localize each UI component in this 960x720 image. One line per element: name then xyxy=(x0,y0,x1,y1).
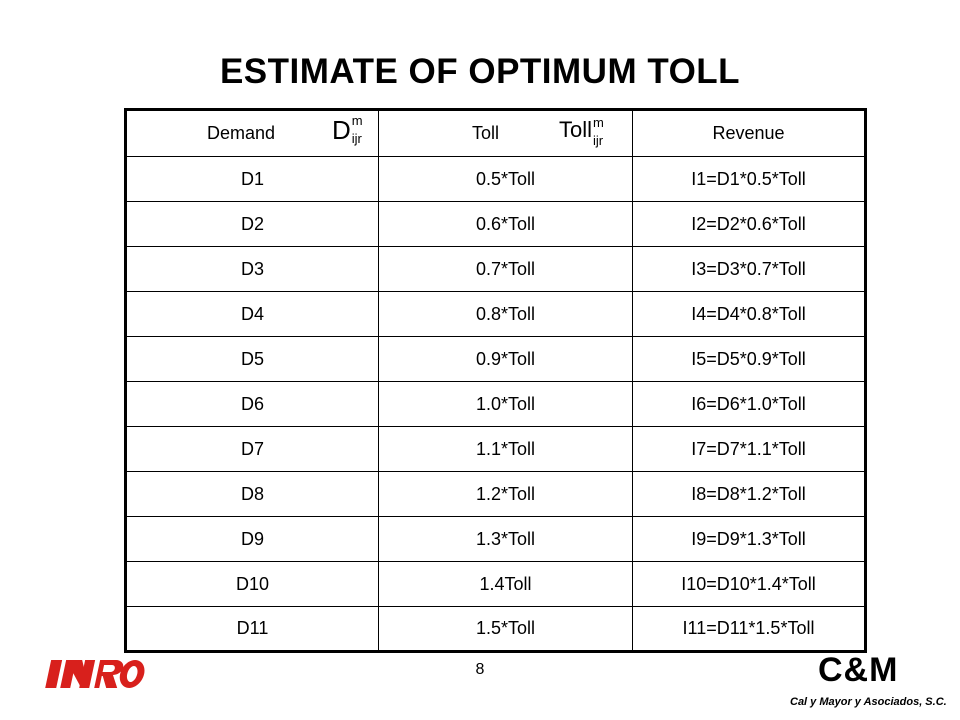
toll-cell: 0.5*Toll xyxy=(379,157,633,202)
revenue-cell: I1=D1*0.5*Toll xyxy=(633,157,866,202)
table-row xyxy=(126,337,866,382)
table-row xyxy=(126,157,866,202)
revenue-cell: I11=D11*1.5*Toll xyxy=(633,607,866,652)
toll-header-label: Toll xyxy=(472,123,500,143)
toll-symbol-sup: m xyxy=(593,115,604,130)
toll-estimate-table xyxy=(124,108,867,653)
demand-cell: D8 xyxy=(126,472,379,517)
revenue-header-cell: Revenue xyxy=(633,110,866,157)
toll-cell: 1.5*Toll xyxy=(379,607,633,652)
revenue-cell: I8=D8*1.2*Toll xyxy=(633,472,866,517)
toll-cell: 1.1*Toll xyxy=(379,427,633,472)
toll-symbol-base: Toll xyxy=(559,117,593,142)
demand-header-cell xyxy=(126,110,379,157)
toll-cell: 1.3*Toll xyxy=(379,517,633,562)
table-header-row xyxy=(126,110,866,157)
page-number: 8 xyxy=(475,661,485,678)
table-row xyxy=(126,202,866,247)
toll-cell: 1.0*Toll xyxy=(379,382,633,427)
table-row xyxy=(126,292,866,337)
revenue-cell: I3=D3*0.7*Toll xyxy=(633,247,866,292)
toll-symbol-sub: ijr xyxy=(593,133,604,148)
cm-logo-main: C&M xyxy=(818,651,899,689)
table-row xyxy=(126,607,866,652)
table-row xyxy=(126,427,866,472)
slide-title: ESTIMATE OF OPTIMUM TOLL xyxy=(219,52,741,91)
demand-cell: D3 xyxy=(126,247,379,292)
toll-symbol xyxy=(559,115,604,148)
demand-cell: D10 xyxy=(126,562,379,607)
toll-header-cell xyxy=(379,110,633,157)
inro-logo-text: INRO xyxy=(40,643,80,660)
table-row xyxy=(126,382,866,427)
cm-logo xyxy=(818,651,898,690)
toll-cell: 0.6*Toll xyxy=(379,202,633,247)
revenue-cell: I5=D5*0.9*Toll xyxy=(633,337,866,382)
demand-cell: D7 xyxy=(126,427,379,472)
demand-symbol-sub: ijr xyxy=(351,131,362,146)
revenue-cell: I10=D10*1.4*Toll xyxy=(633,562,866,607)
toll-cell: 1.4Toll xyxy=(379,562,633,607)
demand-cell: D11 xyxy=(126,607,379,652)
revenue-cell: I7=D7*1.1*Toll xyxy=(633,427,866,472)
table-row xyxy=(126,562,866,607)
revenue-cell: I2=D2*0.6*Toll xyxy=(633,202,866,247)
demand-cell: D4 xyxy=(126,292,379,337)
demand-symbol-sup: m xyxy=(351,113,363,128)
table-row xyxy=(126,472,866,517)
demand-symbol-base: D xyxy=(332,115,351,145)
demand-header-label: Demand xyxy=(207,123,276,143)
demand-cell: D5 xyxy=(126,337,379,382)
demand-symbol xyxy=(332,113,363,146)
demand-cell: D6 xyxy=(126,382,379,427)
cm-logo-tagline: Cal y Mayor y Asociados, S.C. xyxy=(790,696,947,708)
demand-cell: D9 xyxy=(126,517,379,562)
toll-cell: 0.8*Toll xyxy=(379,292,633,337)
demand-cell: D1 xyxy=(126,157,379,202)
revenue-cell: I6=D6*1.0*Toll xyxy=(633,382,866,427)
toll-cell: 0.9*Toll xyxy=(379,337,633,382)
table-row xyxy=(126,247,866,292)
demand-cell: D2 xyxy=(126,202,379,247)
toll-cell: 1.2*Toll xyxy=(379,472,633,517)
revenue-cell: I4=D4*0.8*Toll xyxy=(633,292,866,337)
table-row xyxy=(126,517,866,562)
revenue-cell: I9=D9*1.3*Toll xyxy=(633,517,866,562)
toll-cell: 0.7*Toll xyxy=(379,247,633,292)
